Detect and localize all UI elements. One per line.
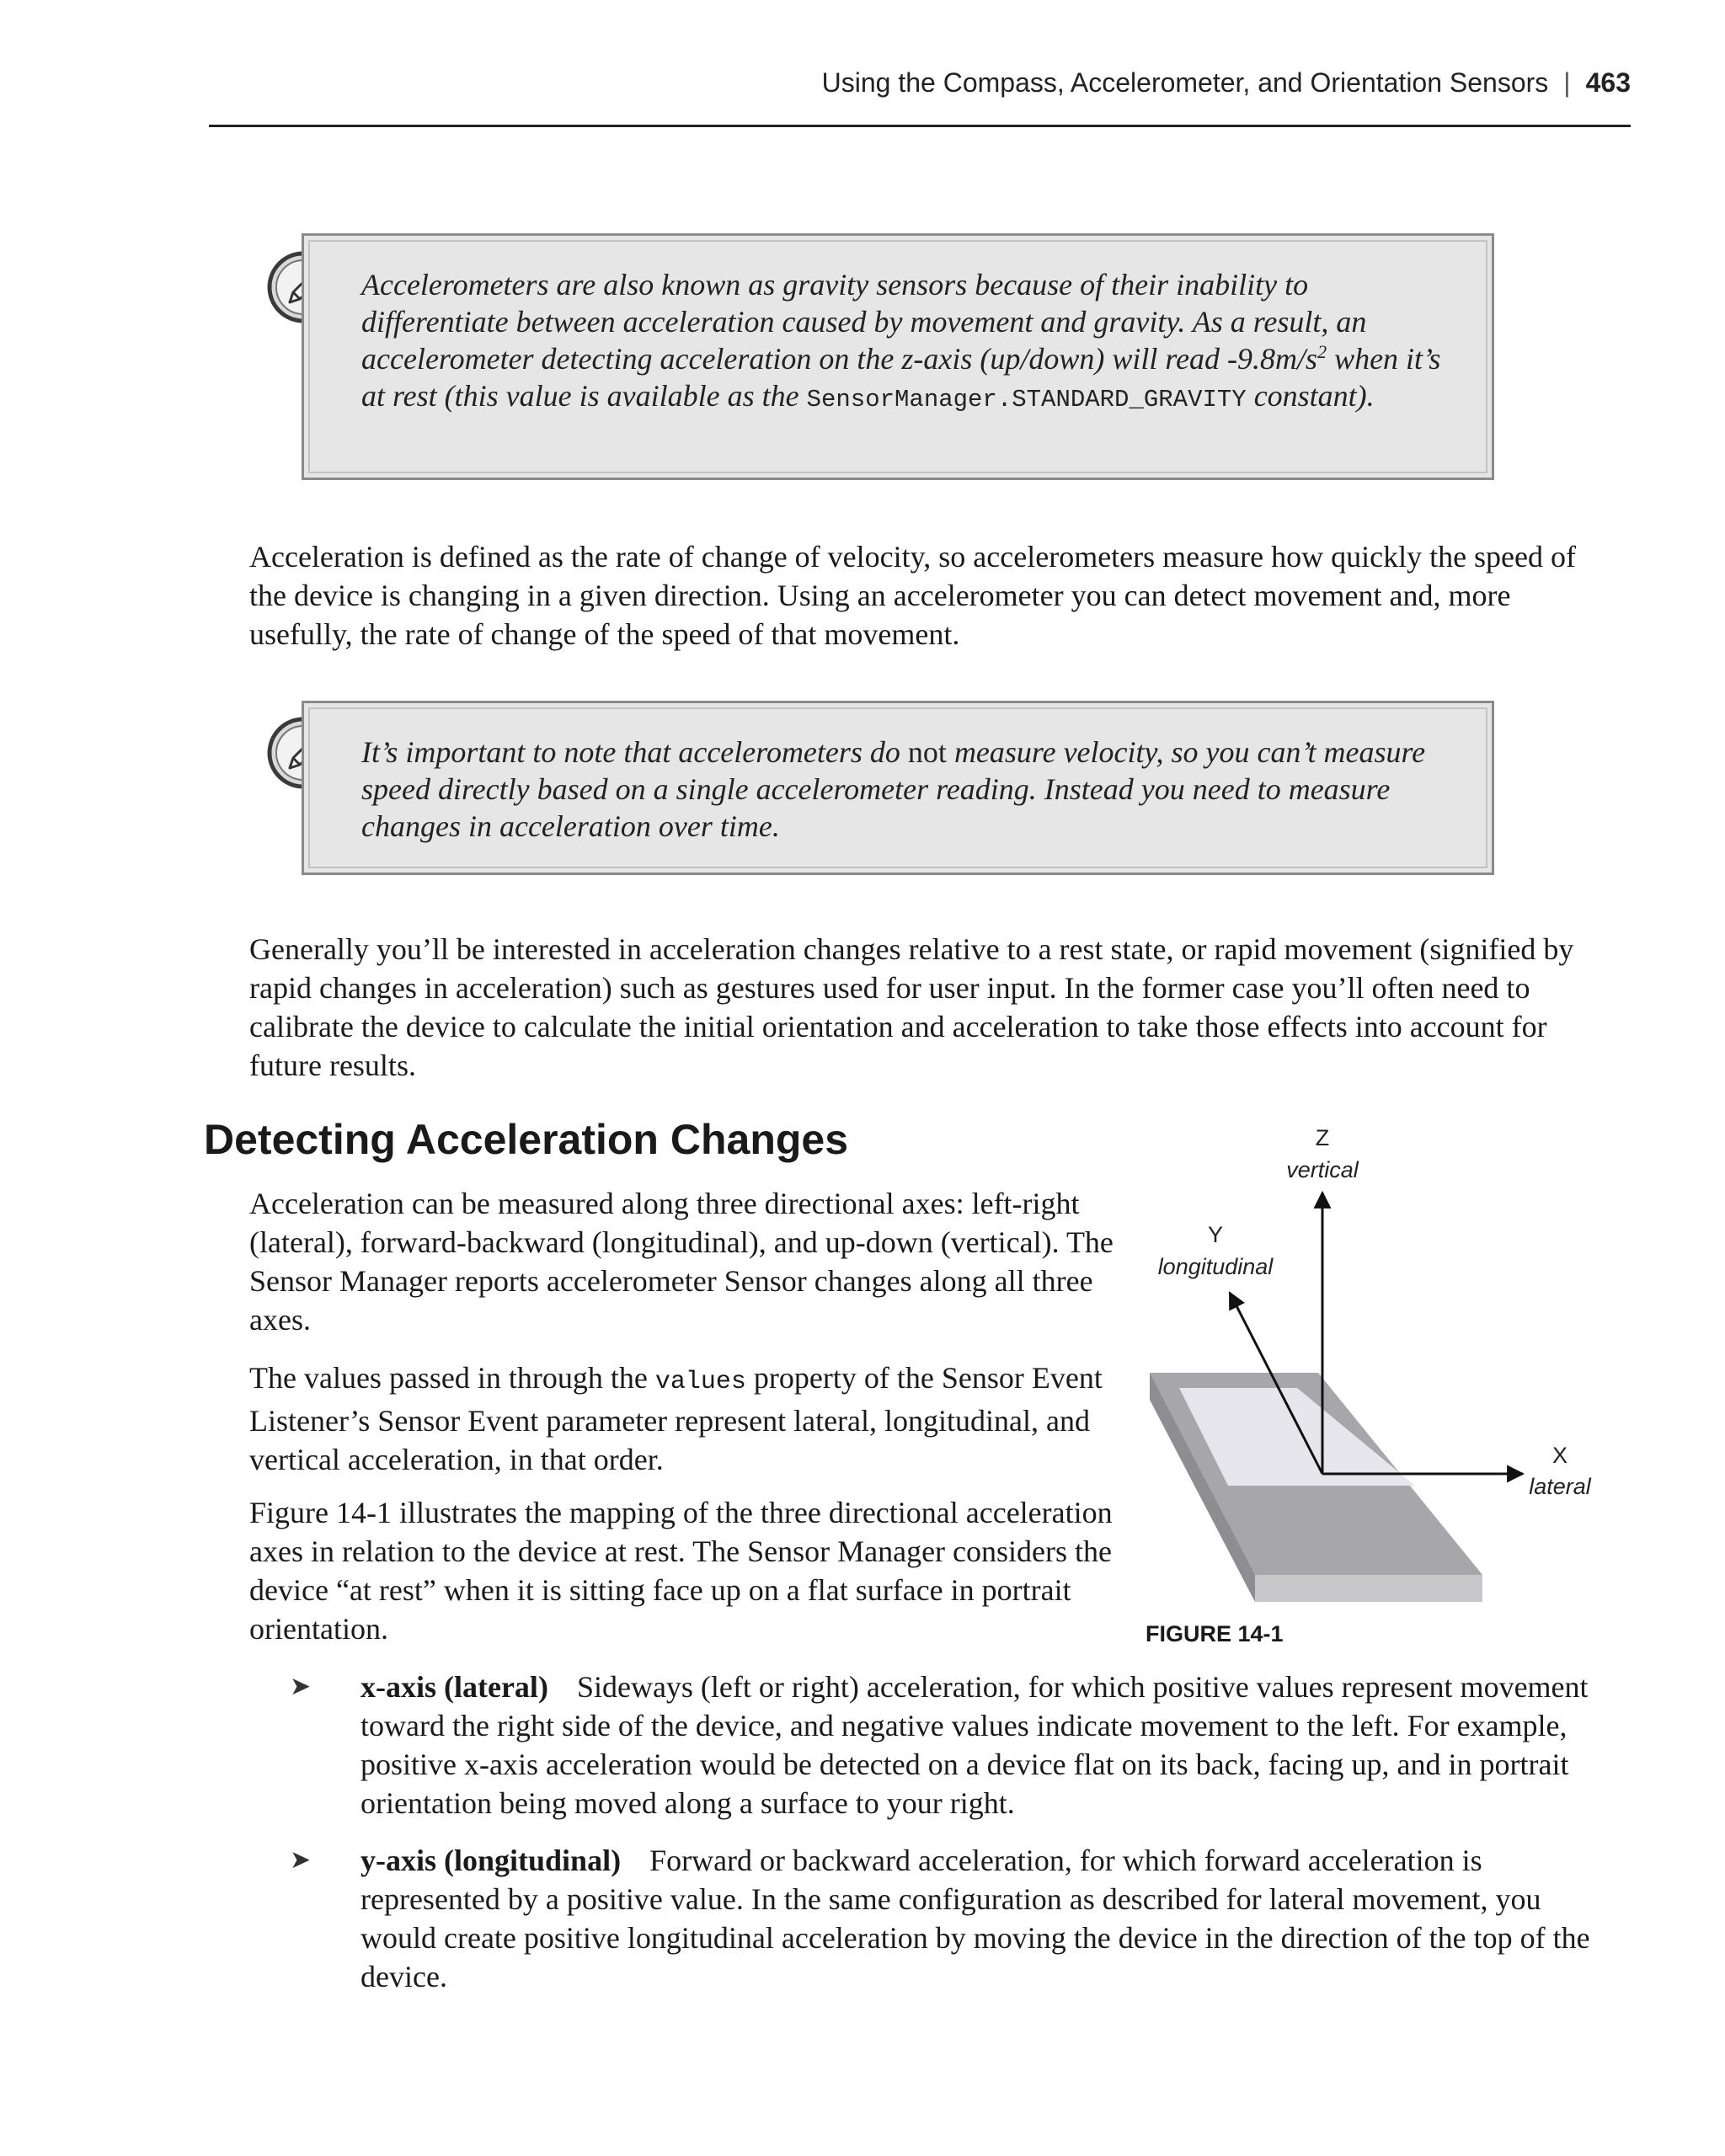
note-text-part: measure velocity, so you can’t measure speed directly based on a single accelerometer reading. Instead you need to measure changes in acceleration over time.: [361, 735, 1426, 843]
paragraph: Figure 14-1 illustrates the mapping of the three directional acceleration axes in relation to the device at rest. The Sensor Manager considers the device “at rest” when it is sitting face up on a flat surface in portrait orientation.: [249, 1496, 1113, 1646]
emphasis-not: not: [907, 735, 947, 769]
list-item-text: [360, 1841, 1597, 1996]
header-rule: [209, 125, 1631, 127]
list-item-body: Sideways (left or right) acceleration, for which positive values represent movement toward the right side of the device, and negative values indicate movement to the left. For example, positive x-axis acceleration would be detected on a device flat on its back, facing up, and in portrait orientation being moved along a surface to your right.: [360, 1670, 1589, 1820]
note-text-part: It’s important to note that accelerometers do: [361, 735, 908, 769]
list-item: [249, 1841, 1597, 1996]
note-box-gravity: [302, 233, 1494, 480]
note-text-part: constant).: [1246, 379, 1375, 413]
paragraph-part: property of the Sensor Event Listener’s Sensor Event parameter represent lateral, longitudinal, and vertical acceleration, in that order.: [249, 1361, 1103, 1476]
note-text: [361, 734, 1458, 845]
code-values: values: [654, 1368, 746, 1396]
figure-axes-diagram: [1129, 1120, 1617, 1659]
chapter-title: Using the Compass, Accelerometer, and Orientation Sensors: [821, 67, 1549, 98]
running-header: [209, 62, 1631, 103]
note-text: [361, 266, 1458, 419]
device-illustration: [1150, 1373, 1482, 1602]
section-heading: Detecting Acceleration Changes: [204, 1116, 849, 1163]
z-axis-letter: Z: [1315, 1125, 1330, 1150]
x-axis-name: lateral: [1529, 1474, 1591, 1499]
code-constant: SensorManager.STANDARD_GRAVITY: [806, 386, 1247, 414]
note-text-part: Accelerometers are also known as gravity sensors because of their inability to differentiate between acceleration caused by movement and gravity. As a result, an accelerometer detecting acceleration on the z-axis (up/down) will read -9.8m/s: [361, 268, 1367, 376]
paragraph: Generally you’ll be interested in acceleration changes relative to a rest state, or rapid movement (signified by rapid changes in acceleration) such as gestures used for user input. In the former case you’ll often need to calibrate the device to calculate the initial orientation and acceleration to take those effects into account for future results.: [249, 932, 1574, 1082]
paragraph: [249, 1358, 1117, 1479]
bullet-arrow-icon: ➤: [290, 1673, 312, 1700]
y-axis-name: longitudinal: [1157, 1254, 1274, 1279]
list-item-term: y-axis (longitudinal): [360, 1844, 622, 1877]
figure-caption: FIGURE 14-1: [1146, 1621, 1284, 1646]
list-item-term: x-axis (lateral): [360, 1670, 548, 1704]
paragraph: Acceleration is defined as the rate of change of velocity, so accelerometers measure how quickly the speed of the device is changing in a given direction. Using an accelerometer you can detect movement and, more usefully, the rate of change of the speed of that movement.: [249, 540, 1576, 651]
z-axis-name: vertical: [1286, 1157, 1359, 1182]
paragraph-part: The values passed in through the: [249, 1361, 655, 1395]
note-text-part: when it’s at rest (this value is available as the: [361, 342, 1441, 413]
bullet-arrow-icon: ➤: [290, 1846, 312, 1874]
paragraph: Acceleration can be measured along three directional axes: left-right (lateral), forward-backward (longitudinal), and up-down (vertical). The Sensor Manager reports accelerometer Sensor changes along all three axes.: [249, 1187, 1114, 1337]
list-item-body: Forward or backward acceleration, for which forward acceleration is represented by a positive value. In the same configuration as described for lateral movement, you would create positive longitudinal acceleration by moving the device in the direction of the top of the device.: [360, 1844, 1590, 1993]
header-separator: |: [1563, 67, 1571, 98]
list-item-text: [360, 1668, 1597, 1822]
superscript: 2: [1317, 341, 1327, 362]
list-item: [249, 1668, 1597, 1822]
x-axis-letter: X: [1551, 1443, 1568, 1468]
note-box-velocity: [302, 701, 1494, 875]
page-number: 463: [1585, 67, 1631, 98]
y-axis-letter: Y: [1207, 1222, 1224, 1247]
